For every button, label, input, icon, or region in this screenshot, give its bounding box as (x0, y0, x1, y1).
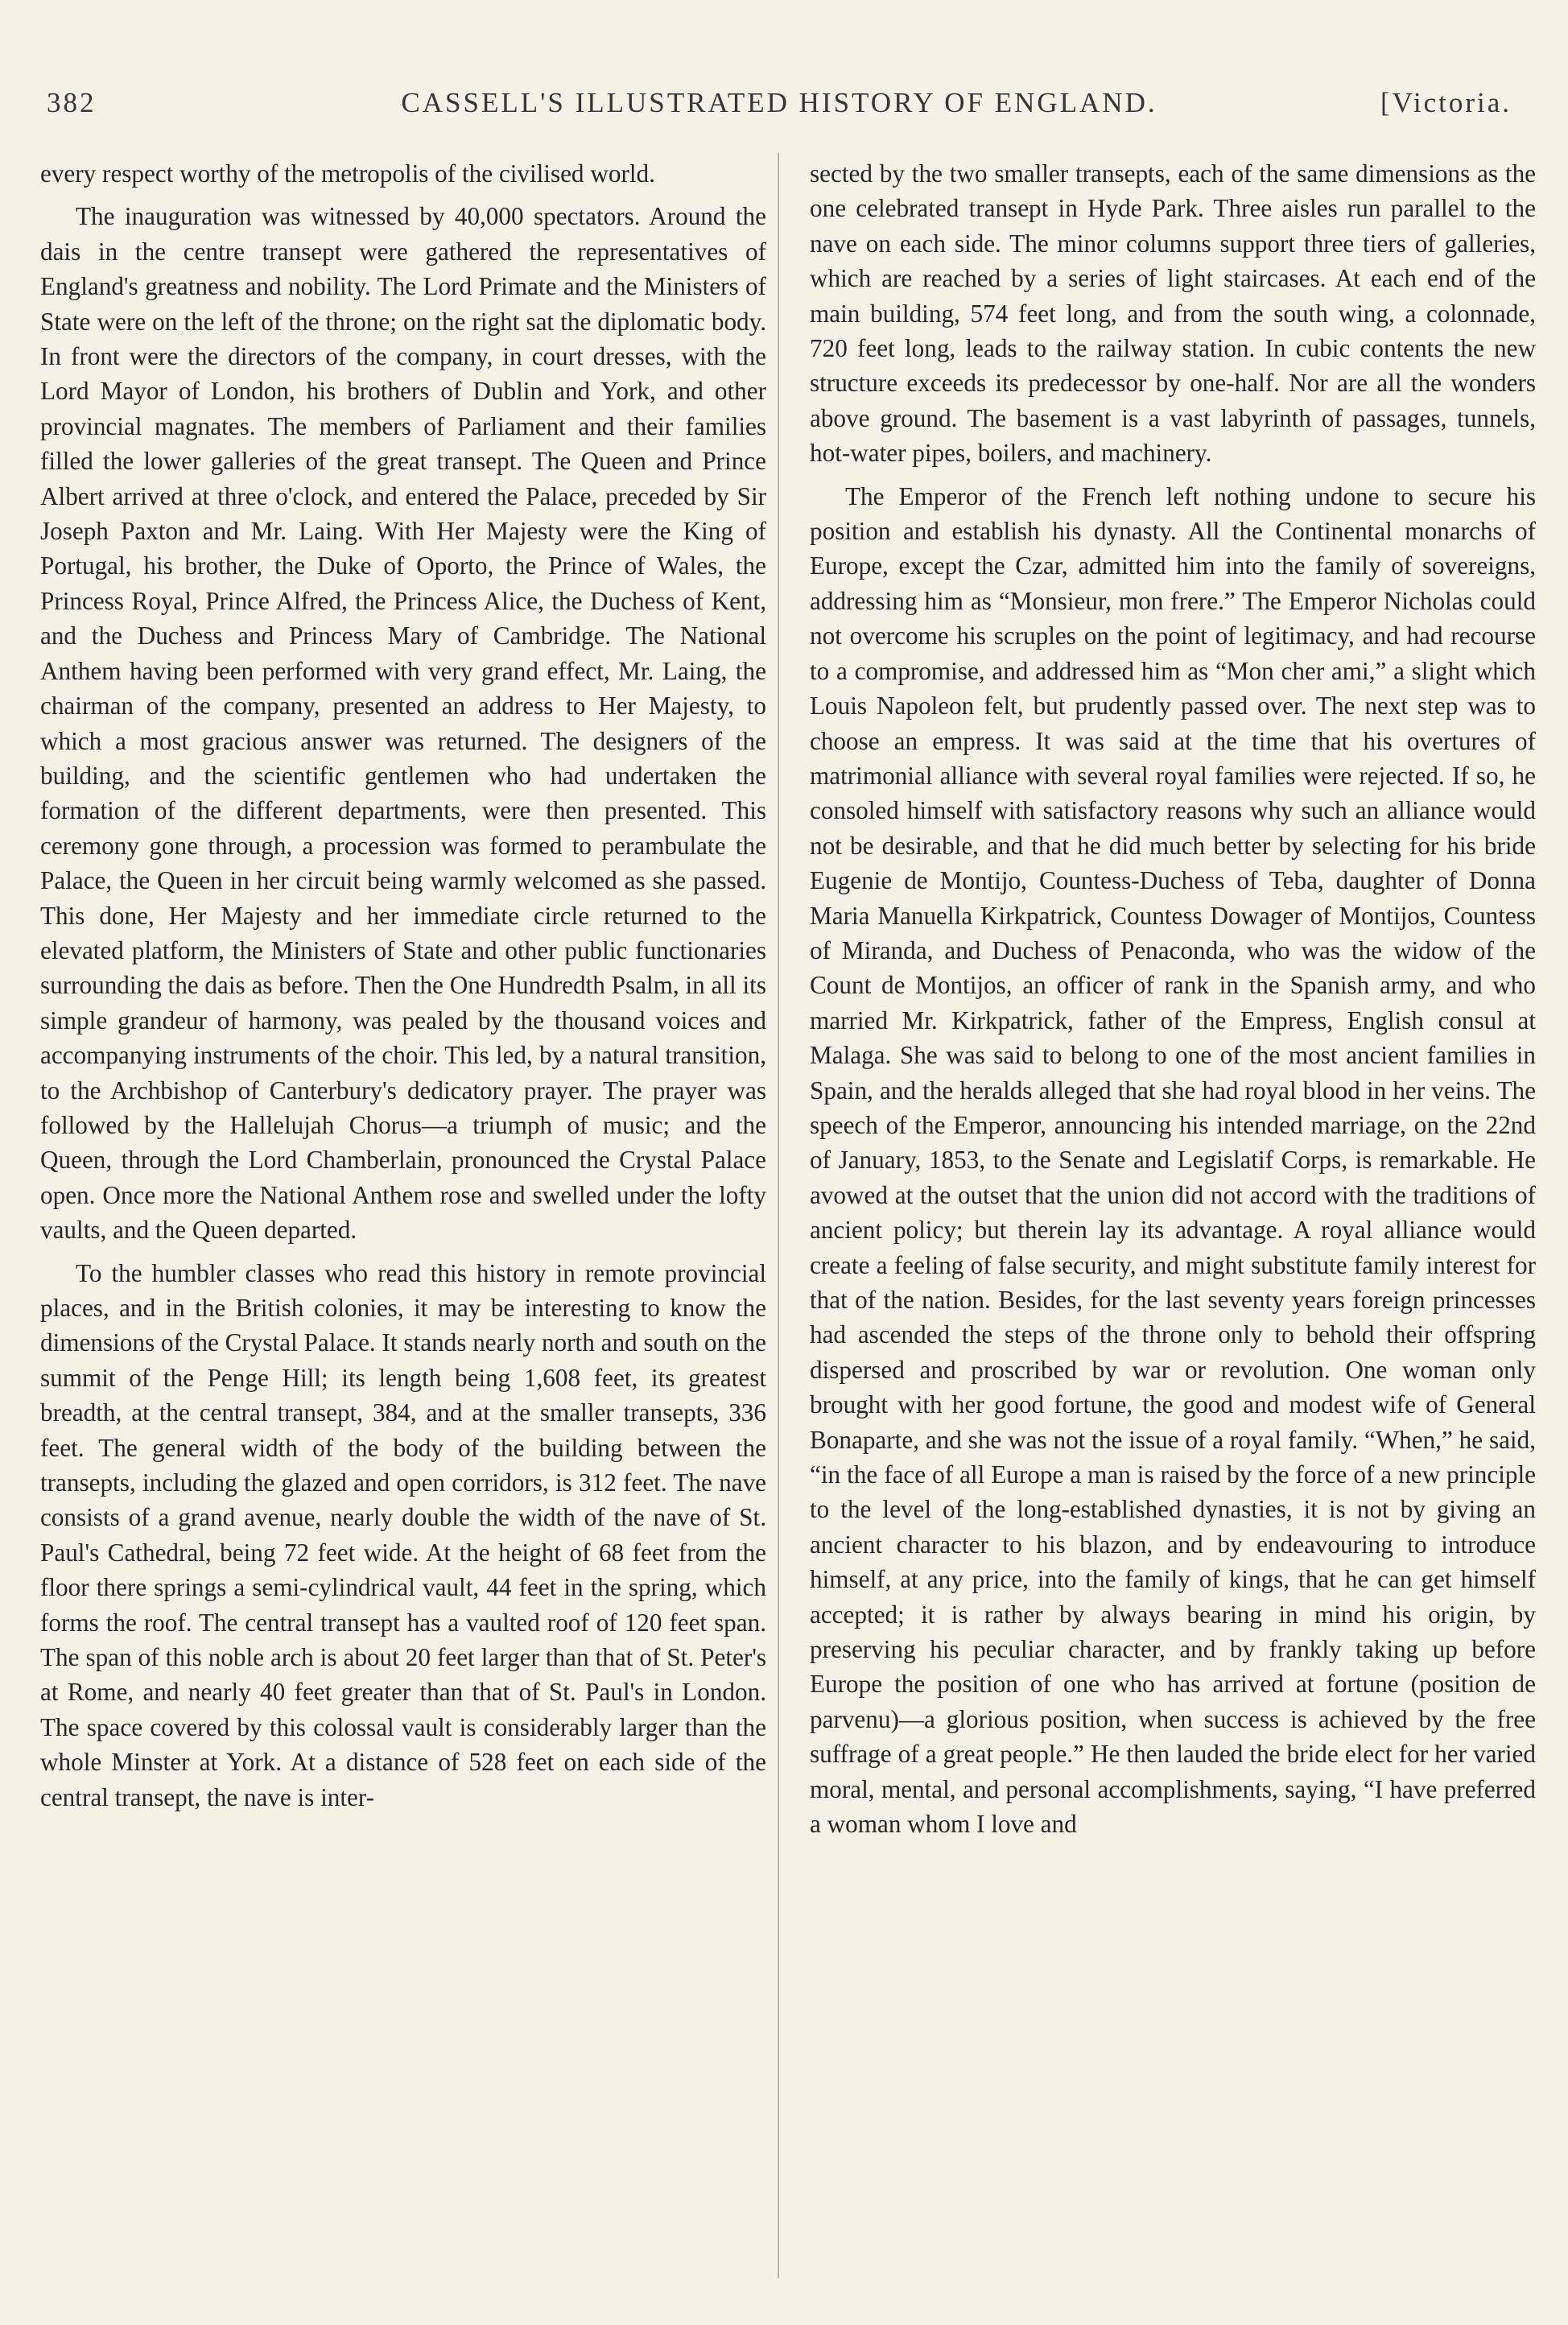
paragraph: The inauguration was witnessed by 40,000 spectators. Around the dais in the centre transept were gathered the representatives of England's greatness and nobility. The Lord Primate and the Ministers of State were on the left of the throne; on the right sat the diplomatic body. In front were the directors of the company, in court dresses, with the Lord Mayor of London, his brothers of Dublin and York, and other provincial magnates. The members of Parliament and their families filled the lower galleries of the great transept. The Queen and Prince Albert arrived at three o'clock, and entered the Palace, preceded by Sir Joseph Paxton and Mr. Laing. With Her Majesty were the King of Portugal, his brother, the Duke of Oporto, the Prince of Wales, the Princess Royal, Prince Alfred, the Princess Alice, the Duchess of Kent, and the Duchess and Princess Mary of Cambridge. The National Anthem having been performed with very grand effect, Mr. Laing, the chairman of the company, presented an address to Her Majesty, to which a most gracious answer was returned. The designers of the building, and the scientific gentlemen who had undertaken the formation of the different departments, were then presented. This ceremony gone through, a procession was formed to perambulate the Palace, the Queen in her circuit being warmly welcomed as she passed. This done, Her Majesty and her immediate circle returned to the elevated platform, the Ministers of State and other public functionaries surrounding the dais as before. Then the One Hundredth Psalm, in all its simple grandeur of harmony, was pealed by the thousand voices and accompanying instruments of the choir. This led, by a natural transition, to the Archbishop of Canterbury's dedicatory prayer. The prayer was followed by the Hallelujah Chorus—a triumph of music; and the Queen, through the Lord Chamberlain, pronounced the Crystal Palace open. Once more the National Anthem rose and swelled under the lofty vaults, and the Queen departed. (40, 202, 766, 1245)
paragraph: sected by the two smaller transepts, each of the same dimensions as the one celebrated transept in Hyde Park. Three aisles run parallel to the nave on each side. The minor columns support three tiers of galleries, which are reached by a series of light staircases. At each end of the main building, 574 feet long, and from the south wing, a colonnade, 720 feet long, leads to the railway station. In cubic contents the new structure exceeds its predecessor by one-half. Nor are all the wonders above ground. The basement is a vast labyrinth of passages, tunnels, hot-water pipes, boilers, and machinery. (810, 159, 1536, 468)
column-divider (778, 153, 779, 2278)
page-header (47, 81, 1512, 129)
left-column (40, 156, 766, 2314)
page-number: 382 (47, 87, 97, 118)
paragraph: every respect worthy of the metropolis of the civilised world. (40, 159, 655, 188)
running-title: CASSELL'S ILLUSTRATED HISTORY OF ENGLAND. (401, 87, 1157, 118)
paragraph: The Emperor of the French left nothing undone to secure his position and establish his dynasty. All the Continental monarchs of Europe, except the Czar, admitted him into the family of sovereigns, addressing him as “Monsieur, mon frere.” The Emperor Nicholas could not overcome his scruples on the point of legitimacy, and had recourse to a compromise, and addressed him as “Mon cher ami,” a slight which Louis Napoleon felt, but prudently passed over. The next step was to choose an empress. It was said at the time that his overtures of matrimonial alliance with several royal families were rejected. If so, he consoled himself with satisfactory reasons why such an alliance would not be desirable, and that he did much better by selecting for his bride Eugenie de Montijo, Countess-Duchess of Teba, daughter of Donna Maria Manuella Kirkpatrick, Countess Dowager of Montijos, Countess of Miranda, and Duchess of Penaconda, who was the widow of the Count de Montijos, an officer of rank in the Spanish army, and who married Mr. Kirkpatrick, father of the Empress, English consul at Malaga. She was said to belong to one of the most ancient families in Spain, and the heralds alleged that she had royal blood in her veins. The speech of the Emperor, announcing his intended marriage, on the 22nd of January, 1853, to the Senate and Legislatif Corps, is remarkable. He avowed at the outset that the union did not accord with the traditions of ancient policy; but therein lay its advantage. A royal alliance would create a feeling of false security, and might substitute family interest for that of the nation. Besides, for the last seventy years foreign princesses had ascended the steps of the throne only to behold their offspring dispersed and proscribed by war or revolution. One woman only brought with her good fortune, the good and modest wife of General Bonaparte, and she was not the issue of a royal family. “When,” he said, “in the face of all Europe a man is raised by the force of a new principle to the level of the long-established dynasties, it is not by giving an ancient character to his blazon, and by endeavouring to introduce himself, at any price, into the family of kings, that he can get himself accepted; it is rather by always bearing in mind his origin, by preserving his peculiar character, and by frankly taking up before Europe the position of one who has arrived at fortune (position de parvenu)—a glorious position, when success is achieved by the free suffrage of a great people.” He then lauded the bride elect for her varied moral, mental, and personal accomplishments, saying, “I have preferred a woman whom I love and (810, 481, 1536, 1839)
paragraph: To the humbler classes who read this history in remote provincial places, and in the British colonies, it may be interesting to know the dimensions of the Crystal Palace. It stands nearly north and south on the summit of the Penge Hill; its length being 1,608 feet, its greatest breadth, at the central transept, 384, and at the smaller transepts, 336 feet. The general width of the body of the building between the transepts, including the glazed and open corridors, is 312 feet. The nave consists of a grand avenue, nearly double the width of the nave of St. Paul's Cathedral, being 72 feet wide. At the height of 68 feet from the floor there springs a semi-cylindrical vault, 44 feet in the spring, which forms the roof. The central transept has a vaulted roof of 120 feet span. The span of this noble arch is about 20 feet larger than that of St. Peter's at Rome, and nearly 40 feet greater than that of St. Paul's in London. The space covered by this colossal vault is considerably larger than the whole Minster at York. At a distance of 528 feet on each side of the central transept, the nave is inter- (40, 1258, 766, 1811)
right-column (810, 156, 1536, 2314)
section-label: [Victoria. (1380, 87, 1512, 118)
